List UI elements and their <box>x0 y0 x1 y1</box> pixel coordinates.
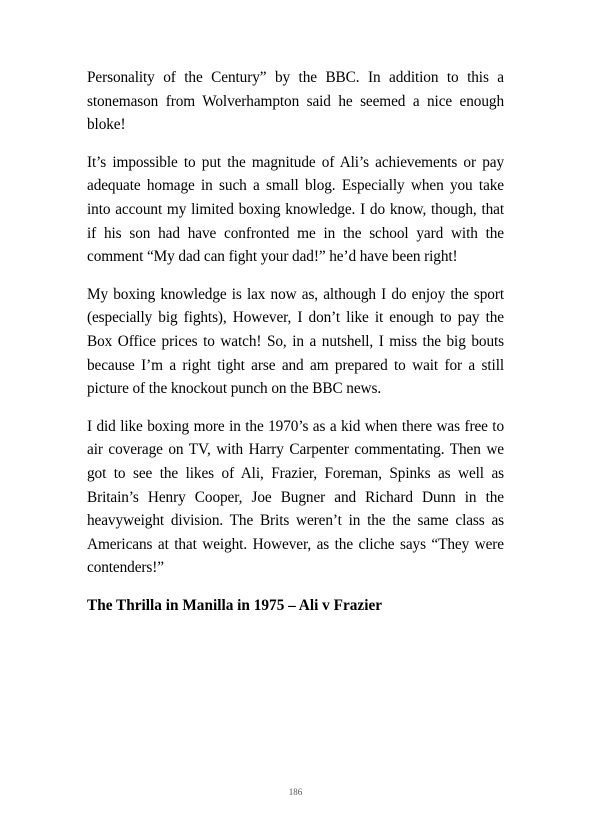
page-number: 186 <box>288 787 303 797</box>
paragraph-achievements: It’s impossible to put the magnitude of Ali’s achievements or pay adequate homage in such a small blog. Especially when you take into account my limited boxing knowledge. I do know, though, that if his son had have confronted me in the school yard with the comment “My dad can fight your dad!” he’d have been right! <box>87 153 504 266</box>
paragraph-1970s-boxing: I did like boxing more in the 1970’s as a kid when there was free to air coverage on TV, with Harry Carpenter commentating. Then we got to see the likes of Ali, Frazier, Foreman, Spinks as well as Britain’s Henry Cooper, Joe Bugner and Richard Dunn in the heavyweight division. The Brits weren’t in the the same class as Americans at that weight. However, as the cliche says “They were contenders!” <box>87 417 504 577</box>
paragraph-boxing-knowledge: My boxing knowledge is lax now as, although I do enjoy the sport (especially big fights), However, I don’t like it enough to pay the Box Office prices to watch! So, in a nutshell, I miss the big bouts because I’m a right tight arse and am prepared to wait for a still picture of the knockout punch on the BBC news. <box>87 285 504 398</box>
page-content <box>87 66 504 617</box>
paragraph-personality: Personality of the Century” by the BBC. In addition to this a stonemason from Wolverhampton said he seemed a nice enough bloke! <box>87 69 504 134</box>
section-heading: The Thrilla in Manilla in 1975 – Ali v Frazier <box>87 596 383 614</box>
